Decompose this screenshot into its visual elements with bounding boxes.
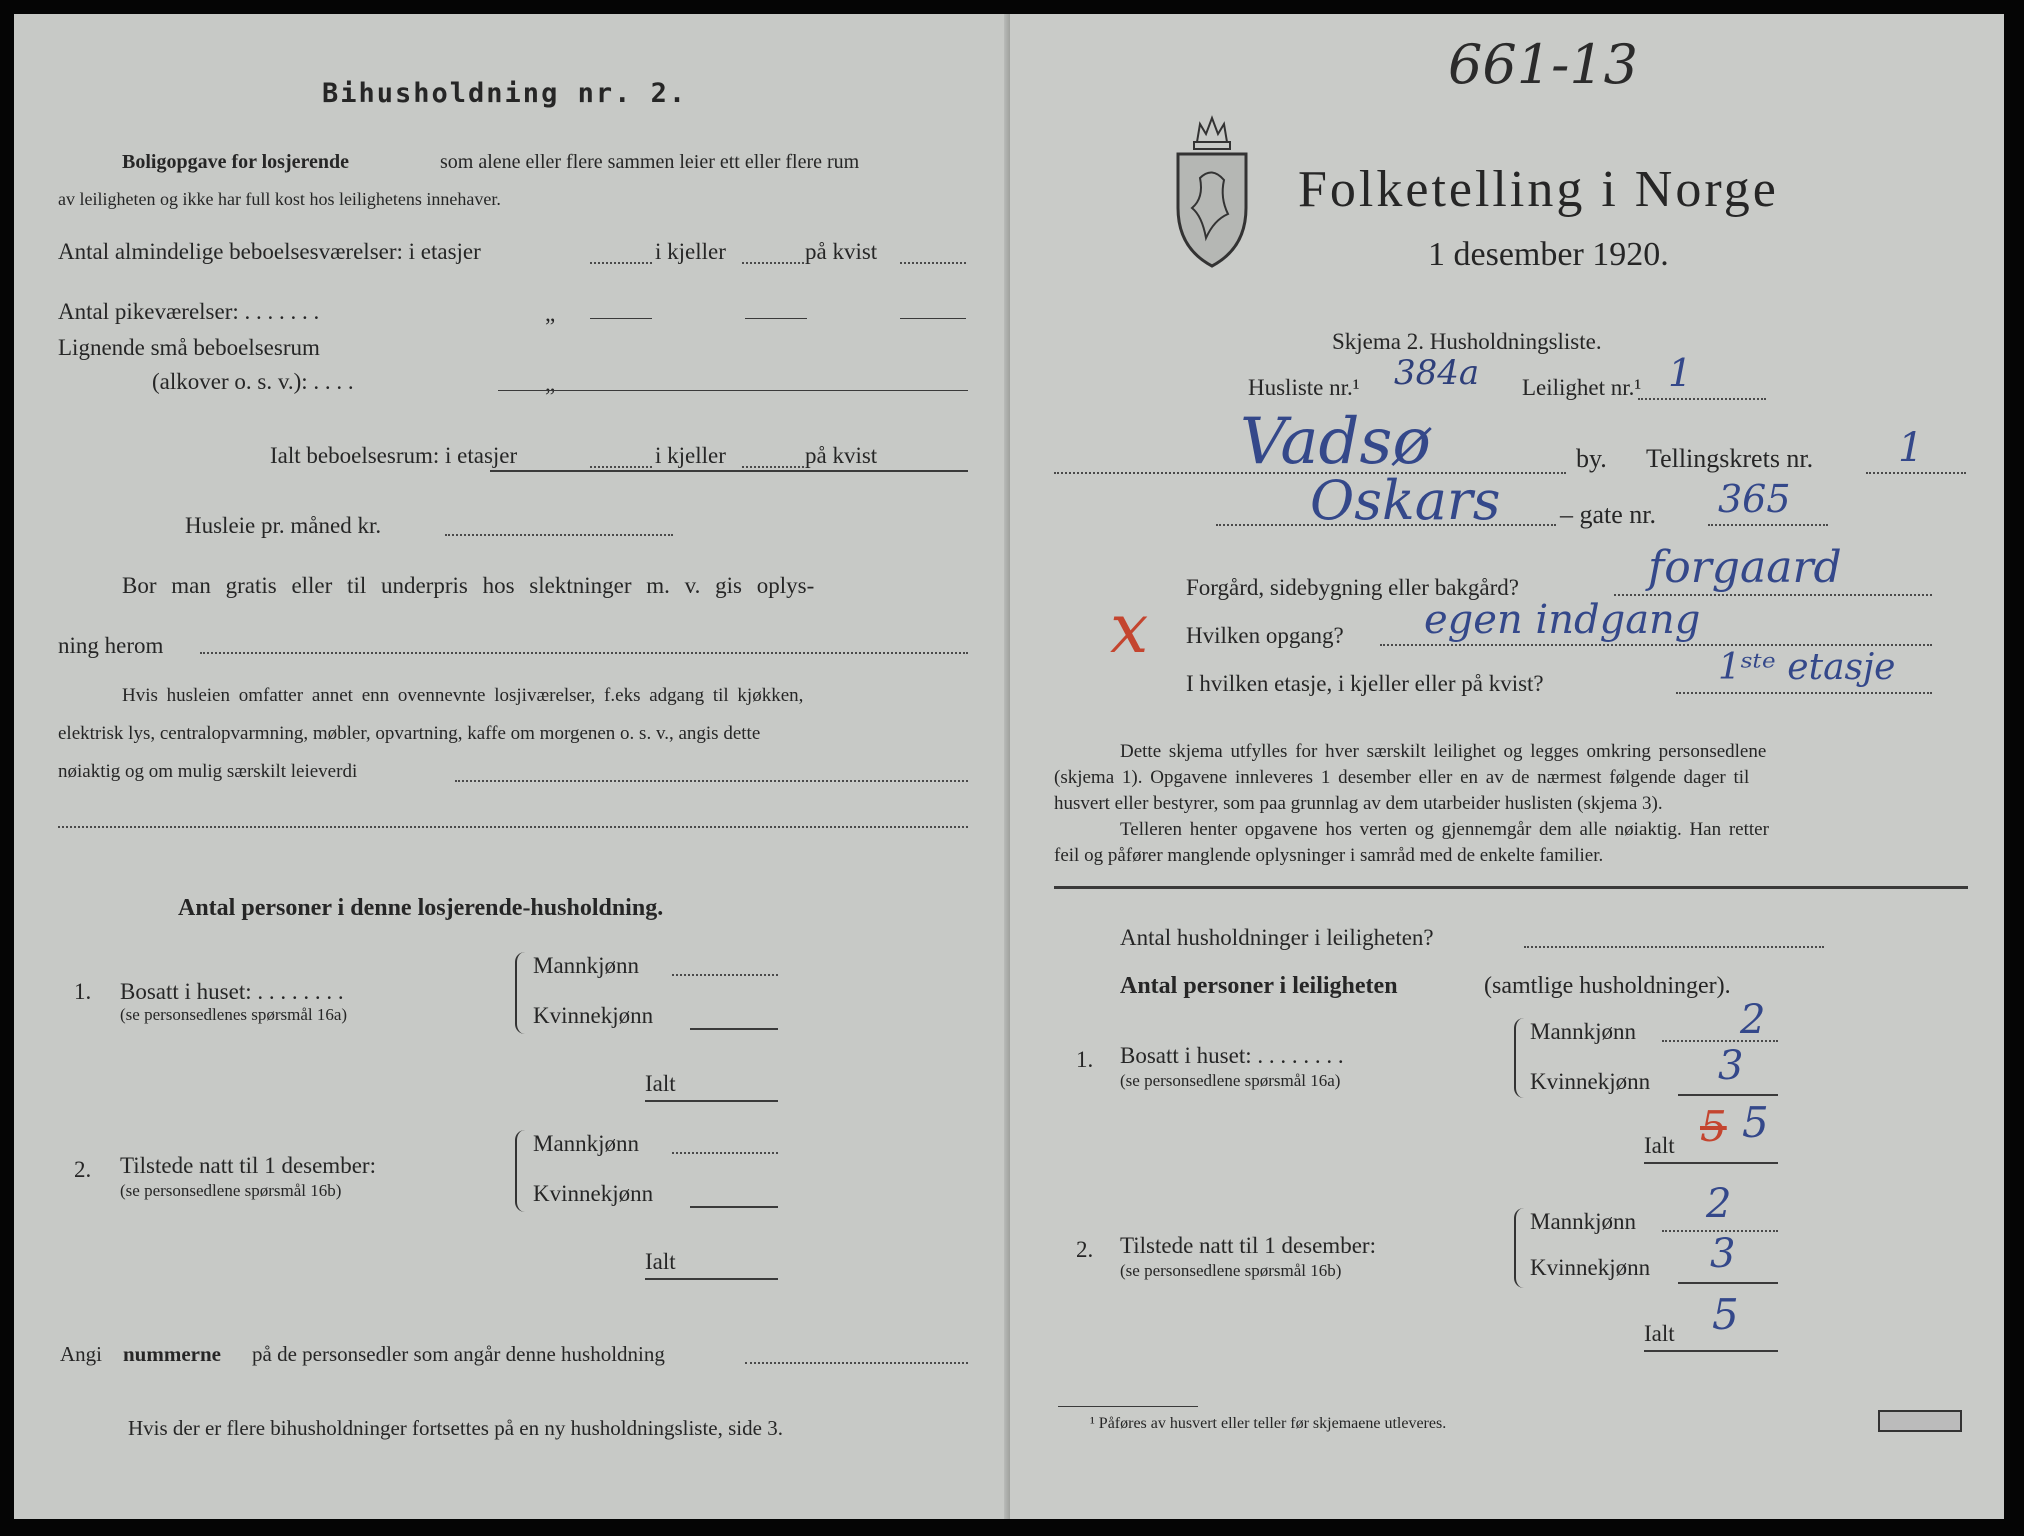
tellingskrets-label: Tellingskrets nr. [1646, 444, 1814, 473]
husliste-label: Husliste nr.¹ [1248, 375, 1360, 400]
left-q2-brace [515, 1130, 527, 1212]
left-q2-label: Tilstede natt til 1 desember: [120, 1153, 376, 1178]
left-q1-kvinne-label: Kvinnekjønn [533, 1003, 654, 1028]
right-q2-kvinne-value[interactable]: 3 [1710, 1231, 1736, 1277]
left-q2-kvinne-field[interactable] [690, 1206, 778, 1208]
right-q1-label: Bosatt i huset: . . . . . . . . [1120, 1043, 1344, 1068]
rooms-kvist-field[interactable] [900, 262, 966, 264]
left-q1-label: Bosatt i huset: . . . . . . . . [120, 979, 344, 1004]
footnote-rule [1058, 1406, 1198, 1407]
by-value[interactable]: Vadsø [1240, 405, 1431, 479]
printer-stamp [1878, 1410, 1962, 1432]
pike-kjeller-field[interactable] [745, 318, 807, 319]
left-q1-ialt-label: Ialt [645, 1071, 676, 1096]
gate-value[interactable]: Oskars [1310, 469, 1501, 532]
instr-divider [1054, 886, 1968, 889]
left-persons-heading: Antal personer i denne losjerende-husholdning. [178, 895, 664, 921]
right-q2-kvinne-field [1678, 1282, 1778, 1284]
angi-pre: Angi [60, 1342, 102, 1366]
instr-line1: Dette skjema utfylles for hver særskilt leilighet og legges omkring personsedlene [1120, 741, 1767, 762]
husleie-field[interactable] [445, 534, 673, 536]
by-label: by. [1576, 444, 1607, 473]
right-q1-mann-value[interactable]: 2 [1740, 997, 1766, 1043]
instr-line5: feil og påfører manglende oplysninger i samråd med de enkelte familier. [1054, 845, 1604, 866]
intro-line2: av leiligheten og ikke har full kost hos leilighetens innehaver. [58, 189, 501, 209]
angi-rest: på de personsedler som angår denne husholdning [252, 1342, 665, 1366]
right-q1-mann-field [1662, 1040, 1778, 1042]
census-date: 1 desember 1920. [1428, 236, 1669, 273]
left-q1-note: (se personsedlenes spørsmål 16a) [120, 1005, 348, 1024]
left-q2-num: 2. [74, 1157, 92, 1182]
gratis-field[interactable] [200, 652, 968, 654]
husleie-label: Husleie pr. måned kr. [185, 513, 382, 538]
lignende-line1: Lignende små beboelsesrum [58, 335, 320, 360]
red-check-mark: x [1110, 590, 1149, 669]
right-q1-ialt-value[interactable]: 5 [1742, 1098, 1769, 1147]
right-persons-rest: (samtlige husholdninger). [1484, 973, 1731, 999]
left-q1-mann-field[interactable] [672, 974, 778, 976]
lignende-etasjer-field[interactable] [498, 390, 968, 391]
ialt-label: Ialt beboelsesrum: i etasjer [270, 443, 518, 468]
rooms-label: Antal almindelige beboelsesværelser: i etasjer [58, 239, 481, 264]
right-q2-num: 2. [1076, 1237, 1094, 1262]
rooms-kjeller-field[interactable] [742, 262, 804, 264]
left-q2-mann-field[interactable] [672, 1152, 778, 1154]
angi-bold: nummerne [123, 1342, 221, 1366]
etasje-value[interactable]: 1ˢᵗᵉ etasje [1718, 647, 1896, 688]
leilighet-label: Leilighet nr.¹ [1522, 375, 1642, 400]
ialt-kjeller-field[interactable] [742, 466, 804, 468]
opgang-field [1380, 644, 1932, 646]
ialt-underline [490, 470, 968, 472]
leilighet-field [1638, 398, 1766, 400]
right-q1-num: 1. [1076, 1047, 1094, 1072]
gate-label: – gate nr. [1560, 500, 1657, 529]
right-q1-kvinne-field [1678, 1094, 1778, 1096]
leieverdi-field-2[interactable] [58, 826, 968, 828]
right-q2-mann-value[interactable]: 2 [1706, 1181, 1732, 1227]
leilighet-value[interactable]: 1 [1668, 351, 1693, 395]
left-q2-ialt-field[interactable] [645, 1278, 778, 1280]
right-q2-brace [1514, 1208, 1526, 1288]
instr-line4: Telleren henter opgavene hos verten og gjennemgår dem alle nøiaktig. Han retter [1120, 819, 1769, 840]
left-footer: Hvis der er flere bihusholdninger fortsettes på en ny husholdningsliste, side 3. [128, 1416, 783, 1440]
left-q2-ialt-label: Ialt [645, 1249, 676, 1274]
coat-of-arms-icon [1170, 112, 1254, 270]
right-q1-mann-label: Mannkjønn [1530, 1019, 1637, 1044]
leieverdi-field[interactable] [455, 780, 968, 782]
angi-field[interactable] [745, 1362, 968, 1364]
ialt-kvist: på kvist [805, 443, 878, 468]
right-q1-brace [1514, 1018, 1526, 1098]
rooms-kvist: på kvist [805, 239, 878, 264]
left-title: Bihusholdning nr. 2. [322, 78, 688, 109]
gate-nr-value[interactable]: 365 [1718, 477, 1791, 521]
instr-line3: husvert eller bestyrer, som paa grunnlag av dem utarbeider huslisten (skjema 3). [1054, 793, 1663, 814]
intro-rest: som alene eller flere sammen leier ett eller flere rum [440, 151, 860, 173]
tellingskrets-value[interactable]: 1 [1898, 425, 1924, 471]
hushold-field[interactable] [1524, 946, 1824, 948]
left-q1-kvinne-field[interactable] [690, 1028, 778, 1030]
rooms-kjeller: i kjeller [655, 239, 726, 264]
husliste-value[interactable]: 384a [1394, 353, 1480, 393]
rooms-etasjer-field[interactable] [590, 262, 652, 264]
hvis-line1: Hvis husleien omfatter annet enn ovennevnte losjiværelser, f.eks adgang til kjøkken, [122, 685, 804, 706]
footnote: ¹ Påføres av husvert eller teller før skjemaene utleveres. [1090, 1415, 1447, 1432]
right-q1-kvinne-label: Kvinnekjønn [1530, 1069, 1651, 1094]
archive-number: 661-13 [1448, 33, 1639, 96]
etasje-field [1676, 692, 1932, 694]
right-q1-kvinne-value[interactable]: 3 [1718, 1043, 1744, 1089]
right-q1-ialt-label: Ialt [1644, 1133, 1675, 1158]
forgaard-label: Forgård, sidebygning eller bakgård? [1186, 575, 1519, 600]
left-q1-brace [515, 952, 527, 1034]
left-q2-mann-label: Mannkjønn [533, 1131, 640, 1156]
left-q2-kvinne-label: Kvinnekjønn [533, 1181, 654, 1206]
census-title: Folketelling i Norge [1298, 161, 1779, 218]
right-q2-note: (se personsedlene spørsmål 16b) [1120, 1261, 1342, 1280]
gratis-line1: Bor man gratis eller til underpris hos slektninger m. v. gis oplys- [122, 573, 815, 598]
right-q2-kvinne-label: Kvinnekjønn [1530, 1255, 1651, 1280]
left-q1-mann-label: Mannkjønn [533, 953, 640, 978]
lignende-ditto: „ [545, 371, 556, 396]
right-q1-ialt-struck: 5 [1700, 1102, 1727, 1151]
gratis-line2: ning herom [58, 633, 164, 658]
intro-bold: Boligopgave for losjerende [122, 151, 350, 173]
right-q2-mann-label: Mannkjønn [1530, 1209, 1637, 1234]
hvis-line2: elektrisk lys, centralopvarmning, møbler, opvartning, kaffe om morgenen o. s. v., angis dette [58, 723, 761, 744]
gate-nr-field [1708, 524, 1828, 526]
instr-line2: (skjema 1). Opgavene innleveres 1 desember eller en av de nærmest følgende dager til [1054, 767, 1750, 788]
schema-title: Skjema 2. Husholdningsliste. [1332, 329, 1602, 354]
right-persons-bold: Antal personer i leiligheten [1120, 973, 1398, 999]
pike-label: Antal pikeværelser: . . . . . . . [58, 299, 320, 324]
left-q1-num: 1. [74, 979, 92, 1004]
pike-etasjer-field[interactable] [590, 318, 652, 319]
pike-ditto: „ [545, 301, 556, 326]
right-q1-note: (se personsedlene spørsmål 16a) [1120, 1071, 1341, 1090]
right-q2-ialt-label: Ialt [1644, 1321, 1675, 1346]
right-q2-ialt-value[interactable]: 5 [1712, 1290, 1739, 1339]
left-q2-note: (se personsedlene spørsmål 16b) [120, 1181, 342, 1200]
left-q1-ialt-field[interactable] [645, 1100, 778, 1102]
hushold-label: Antal husholdninger i leiligheten? [1120, 925, 1434, 950]
forgaard-value[interactable]: forgaard [1648, 542, 1842, 593]
ialt-etasjer-field[interactable] [590, 466, 652, 468]
ialt-kjeller: i kjeller [655, 443, 726, 468]
right-q2-label: Tilstede natt til 1 desember: [1120, 1233, 1376, 1258]
gate-field [1216, 524, 1556, 526]
right-q1-ialt-field [1644, 1162, 1778, 1164]
hvis-line3: nøiaktig og om mulig særskilt leieverdi [58, 761, 358, 782]
opgang-label: Hvilken opgang? [1186, 623, 1344, 648]
pike-kvist-field[interactable] [900, 318, 966, 319]
lignende-line2: (alkover o. s. v.): . . . . [152, 369, 354, 394]
tellingskrets-field [1866, 472, 1966, 474]
opgang-value[interactable]: egen indgang [1424, 597, 1701, 643]
forgaard-field [1614, 594, 1932, 596]
right-q2-ialt-field [1644, 1350, 1778, 1352]
etasje-label: I hvilken etasje, i kjeller eller på kvist? [1186, 671, 1544, 696]
